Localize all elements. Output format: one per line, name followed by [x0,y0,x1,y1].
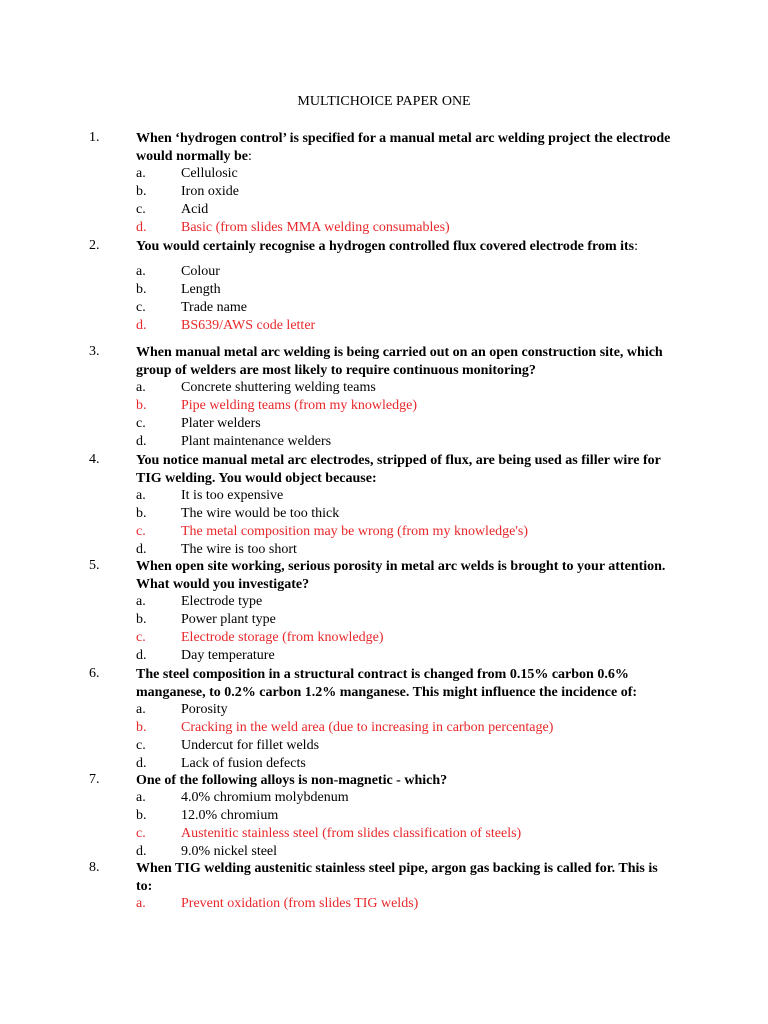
question-text [136,772,676,790]
option-text: Prevent oxidation (from slides TIG welds) [181,896,419,911]
answer-option-correct [0,220,768,238]
question-number: 5. [89,558,100,573]
question-text-tail: : [634,239,639,254]
question-text [136,666,676,702]
option-letter: a. [136,380,146,395]
option-text: Austenitic stainless steel (from slides classification of steels) [181,826,522,841]
option-text: Colour [181,264,220,279]
option-text: The wire is too short [181,542,297,557]
option-letter: c. [136,826,146,841]
option-letter: a. [136,790,146,805]
option-text: Undercut for fillet welds [181,738,320,753]
option-text: 4.0% chromium molybdenum [181,790,349,805]
answer-option [0,738,768,756]
option-letter: d. [136,756,147,771]
answer-option-correct [0,398,768,416]
option-letter: c. [136,202,146,217]
option-letter: b. [136,720,147,735]
option-letter: a. [136,594,146,609]
answer-option [0,702,768,720]
question-text-main: When TIG welding austenitic stainless steel pipe, argon gas backing is called for. This is to: [136,861,658,894]
option-text: Lack of fusion defects [181,756,306,771]
option-letter: a. [136,166,146,181]
question-text-main: The steel composition in a structural contract is changed from 0.15% carbon 0.6% manganese, to 0.2% carbon 1.2% manganese. This might influence the incidence of: [136,667,638,700]
question-text-main: You would certainly recognise a hydrogen controlled flux covered electrode from its [136,239,635,254]
option-text: Porosity [181,702,228,717]
option-text: Electrode type [181,594,263,609]
question-number: 4. [89,452,100,467]
answer-option [0,488,768,506]
question-text [136,130,676,166]
option-letter: b. [136,282,147,297]
option-letter: d. [136,220,147,235]
question-text [136,344,676,380]
answer-option [0,790,768,808]
option-text: Iron oxide [181,184,239,199]
option-letter: c. [136,630,146,645]
question-number: 7. [89,772,100,787]
question-number: 1. [89,130,100,145]
answer-option-correct [0,720,768,738]
option-text: Day temperature [181,648,275,663]
question-number: 6. [89,666,100,681]
answer-option-correct [0,524,768,542]
answer-option-correct [0,318,768,336]
question-text-main: When manual metal arc welding is being carried out on an open construction site, which group of welders are most likely to require continuous monitoring? [136,345,663,378]
option-text: The metal composition may be wrong (from my knowledge's) [181,524,528,539]
question-text [136,452,676,488]
question-text [136,860,676,896]
option-letter: b. [136,506,147,521]
answer-option [0,380,768,398]
option-letter: d. [136,434,147,449]
option-text: Cellulosic [181,166,238,181]
answer-option [0,184,768,202]
option-letter: b. [136,184,147,199]
option-text: The wire would be too thick [181,506,340,521]
option-letter: c. [136,300,146,315]
question-text-main: One of the following alloys is non-magnetic - which? [136,773,448,788]
answer-option [0,506,768,524]
answer-option [0,808,768,826]
answer-option-correct [0,896,768,914]
question-text-main: When open site working, serious porosity in metal arc welds is brought to your attention. What would you investigate? [136,559,666,592]
option-letter: a. [136,702,146,717]
option-text: Concrete shuttering welding teams [181,380,376,395]
option-text: Power plant type [181,612,276,627]
answer-option-correct [0,630,768,648]
question-text [89,238,669,256]
option-text: Acid [181,202,209,217]
option-text: Trade name [181,300,247,315]
option-text: Length [181,282,221,297]
option-text: Cracking in the weld area (due to increasing in carbon percentage) [181,720,554,735]
option-letter: d. [136,542,147,557]
question-number: 2. [89,238,100,253]
option-letter: a. [136,488,146,503]
option-text: Plant maintenance welders [181,434,332,449]
option-letter: c. [136,416,146,431]
answer-option [0,264,768,282]
answer-option [0,300,768,318]
answer-option-correct [0,826,768,844]
option-text: Electrode storage (from knowledge) [181,630,384,645]
option-letter: a. [136,264,146,279]
question-text-main: You notice manual metal arc electrodes, stripped of flux, are being used as filler wire for TIG welding. You would object because: [136,453,661,486]
answer-option [0,612,768,630]
option-text: 12.0% chromium [181,808,279,823]
question-number: 8. [89,860,100,875]
question-number: 3. [89,344,100,359]
question-text [136,558,676,594]
option-letter: c. [136,524,146,539]
option-letter: d. [136,318,147,333]
answer-option [0,202,768,220]
option-text: Plater welders [181,416,261,431]
option-letter: b. [136,808,147,823]
option-text: Basic (from slides MMA welding consumables) [181,220,450,235]
option-letter: c. [136,738,146,753]
answer-option [0,166,768,184]
option-text: BS639/AWS code letter [181,318,316,333]
answer-option [0,434,768,452]
question-text-tail: : [248,149,252,164]
answer-option [0,282,768,300]
answer-option [0,648,768,666]
question-text-main: When ‘hydrogen control’ is specified for a manual metal arc welding project the electrode would normally be [136,131,671,164]
option-letter: b. [136,612,147,627]
option-letter: d. [136,844,147,859]
page-title: MULTICHOICE PAPER ONE [297,94,471,109]
option-letter: a. [136,896,146,911]
option-text: Pipe welding teams (from my knowledge) [181,398,418,413]
option-text: It is too expensive [181,488,284,503]
option-letter: d. [136,648,147,663]
answer-option [0,416,768,434]
answer-option [0,594,768,612]
option-text: 9.0% nickel steel [181,844,278,859]
option-letter: b. [136,398,147,413]
